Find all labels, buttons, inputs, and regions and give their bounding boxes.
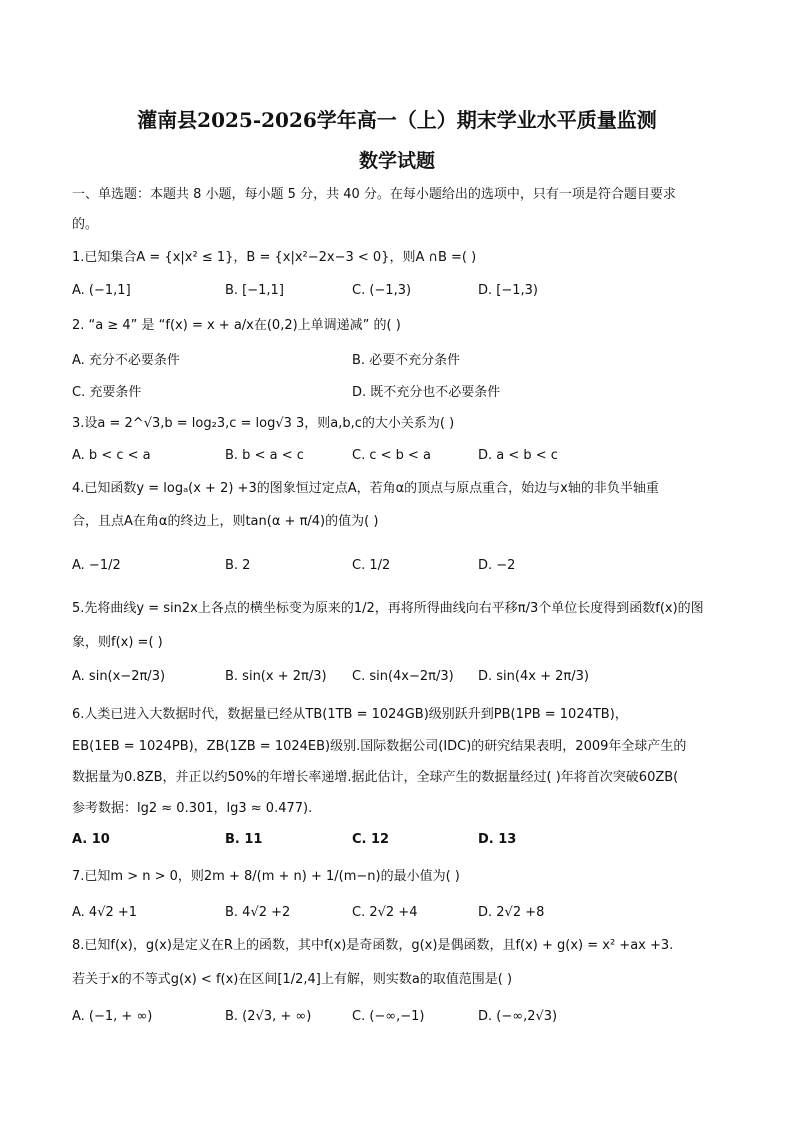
question-5-stem-line1: 5.先将曲线y = sin2x上各点的横坐标变为原来的1/2，再将所得曲线向右平移π/3个单位长度得到函数f(x)的图 bbox=[72, 601, 704, 616]
q3-option-c: C. c < b < a bbox=[352, 448, 432, 463]
question-4-stem-line2: 合，且点A在角α的终边上，则tan(α + π/4)的值为( ) bbox=[72, 514, 379, 529]
question-8-stem-line1: 8.已知f(x)，g(x)是定义在R上的函数，其中f(x)是奇函数，g(x)是偶函数，且f(x) + g(x) = x² +ax +3. bbox=[72, 938, 674, 953]
q8-option-d: D. (−∞,2√3) bbox=[478, 1009, 558, 1024]
q4-option-a: A. −1/2 bbox=[72, 558, 121, 573]
q4-option-d: D. −2 bbox=[478, 558, 516, 573]
q7-option-c: C. 2√2 +4 bbox=[352, 905, 418, 920]
q6-option-d: D. 13 bbox=[478, 832, 517, 847]
q5-option-c: C. sin(4x−2π/3) bbox=[352, 669, 454, 684]
question-6-stem-line3: 数据量为0.8ZB，并正以约50%的年增长率递增.据此估计，全球产生的数据量经过( )年将首次突破60ZB( bbox=[72, 770, 679, 785]
q3-option-d: D. a < b < c bbox=[478, 448, 558, 463]
section-heading-line2: 的。 bbox=[72, 217, 99, 232]
q5-option-a: A. sin(x−2π/3) bbox=[72, 669, 166, 684]
question-5-stem-line2: 象，则f(x) =( ) bbox=[72, 635, 163, 650]
question-3-stem: 3.设a = 2^√3,b = log₂3,c = log√3 3，则a,b,c的大小关系为( ) bbox=[72, 416, 455, 431]
q1-option-a: A. (−1,1] bbox=[72, 283, 131, 298]
q2-option-a: A. 充分不必要条件 bbox=[72, 353, 180, 368]
question-8-stem-line2: 若关于x的不等式g(x) < f(x)在区间[1/2,4]上有解，则实数a的取值范围是( ) bbox=[72, 972, 513, 987]
q8-option-a: A. (−1, + ∞) bbox=[72, 1009, 153, 1024]
q7-option-b: B. 4√2 +2 bbox=[225, 905, 291, 920]
q6-option-a: A. 10 bbox=[72, 832, 110, 847]
question-6-stem-line2: EB(1EB = 1024PB)，ZB(1ZB = 1024EB)级别.国际数据公司(IDC)的研究结果表明，2009年全球产生的 bbox=[72, 739, 687, 754]
q4-option-c: C. 1/2 bbox=[352, 558, 391, 573]
q3-option-a: A. b < c < a bbox=[72, 448, 151, 463]
q5-option-d: D. sin(4x + 2π/3) bbox=[478, 669, 589, 684]
exam-title: 灌南县2025-2026学年高一（上）期末学业水平质量监测 bbox=[137, 108, 657, 132]
q1-option-d: D. [−1,3) bbox=[478, 283, 538, 298]
section-heading-line1: 一、单选题：本题共 8 小题，每小题 5 分，共 40 分。在每小题给出的选项中，只有一项是符合题目要求 bbox=[72, 187, 676, 202]
q6-option-c: C. 12 bbox=[352, 832, 390, 847]
q8-option-b: B. (2√3, + ∞) bbox=[225, 1009, 312, 1024]
question-6-stem-line4: 参考数据：lg2 ≈ 0.301，lg3 ≈ 0.477). bbox=[72, 801, 313, 816]
question-7-stem: 7.已知m > n > 0，则2m + 8/(m + n) + 1/(m−n)的最小值为( ) bbox=[72, 869, 460, 884]
question-4-stem-line1: 4.已知函数y = logₐ(x + 2) +3的图象恒过定点A，若角α的顶点与原点重合，始边与x轴的非负半轴重 bbox=[72, 481, 659, 496]
question-6-stem-line1: 6.人类已进入大数据时代，数据量已经从TB(1TB = 1024GB)级别跃升到PB(1PB = 1024TB)， bbox=[72, 707, 628, 722]
q2-option-d: D. 既不充分也不必要条件 bbox=[352, 385, 501, 400]
exam-subtitle: 数学试题 bbox=[358, 150, 435, 172]
q8-option-c: C. (−∞,−1) bbox=[352, 1009, 425, 1024]
q2-option-b: B. 必要不充分条件 bbox=[352, 353, 461, 368]
q7-option-a: A. 4√2 +1 bbox=[72, 905, 138, 920]
q2-option-c: C. 充要条件 bbox=[72, 385, 142, 400]
question-1-stem: 1.已知集合A = {x|x² ≤ 1}，B = {x|x²−2x−3 < 0}，则A ∩B =( ) bbox=[72, 250, 477, 265]
q4-option-b: B. 2 bbox=[225, 558, 251, 573]
q7-option-d: D. 2√2 +8 bbox=[478, 905, 545, 920]
q3-option-b: B. b < a < c bbox=[225, 448, 304, 463]
q1-option-c: C. (−1,3) bbox=[352, 283, 412, 298]
question-2-stem: 2. “a ≥ 4” 是 “f(x) = x + a/x在(0,2)上单调递减” 的( ) bbox=[72, 318, 401, 333]
q1-option-b: B. [−1,1] bbox=[225, 283, 284, 298]
q5-option-b: B. sin(x + 2π/3) bbox=[225, 669, 327, 684]
q6-option-b: B. 11 bbox=[225, 832, 263, 847]
